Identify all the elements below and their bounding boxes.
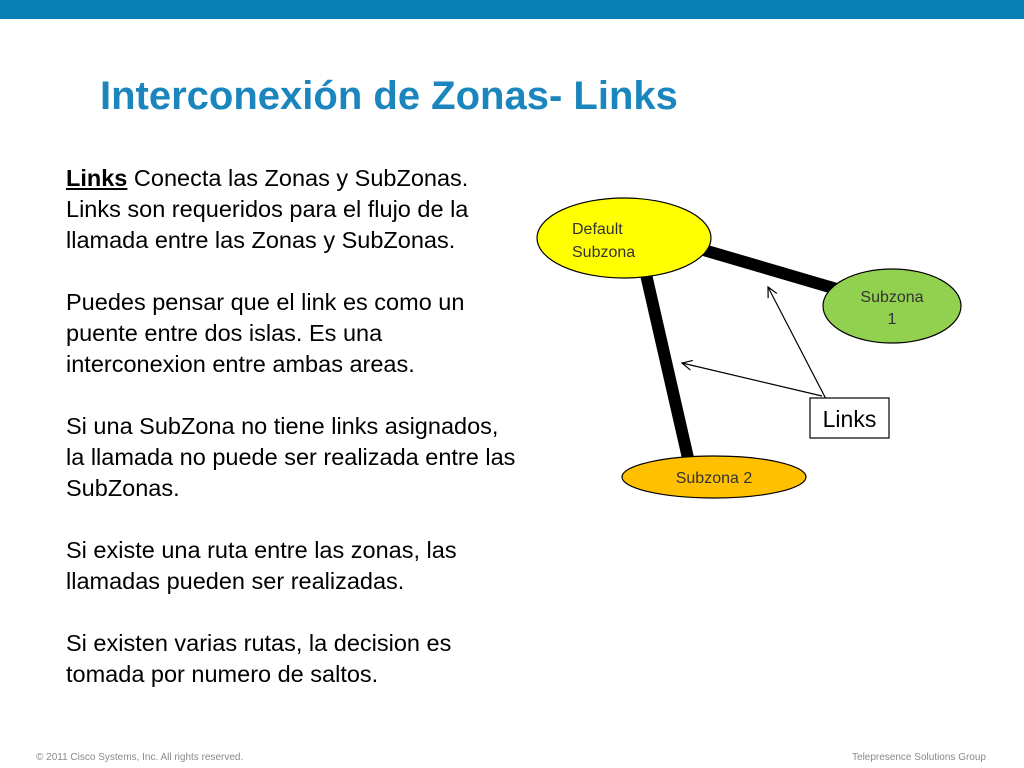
link-default-subzona1 <box>690 246 840 290</box>
node-subzona1-label-line1: Subzona <box>860 289 924 306</box>
node-subzona-1 <box>823 269 961 343</box>
paragraph-bridge: Puedes pensar que el link es como un puente entre dos islas. Es una interconexion entre ambas areas. <box>66 289 465 377</box>
paragraph-no-links: Si una SubZona no tiene links asignados, la llamada no puede ser realizada entre las SubZonas. <box>66 413 516 501</box>
node-default-label-line2: Subzona <box>572 244 636 261</box>
node-subzona1-label-line2: 1 <box>887 311 897 328</box>
node-default-subzona <box>537 198 711 278</box>
links-callout-label: Links <box>822 406 877 432</box>
top-banner <box>0 0 1024 19</box>
node-subzona-2 <box>622 456 806 498</box>
zone-link-diagram <box>520 180 1000 520</box>
slide-title: Interconexión de Zonas- Links <box>100 74 678 118</box>
body-text <box>66 163 516 690</box>
paragraph-links <box>66 163 516 256</box>
links-keyword: Links <box>66 165 128 191</box>
paragraph-route: Si existe una ruta entre las zonas, las llamadas pueden ser realizadas. <box>66 537 457 594</box>
footer-group: Telepresence Solutions Group <box>852 752 986 763</box>
links-callout <box>810 398 889 438</box>
footer-copyright: © 2011 Cisco Systems, Inc. All rights reserved. <box>36 752 244 763</box>
node-default-label-line1: Default <box>572 221 623 238</box>
arrow-to-link-1 <box>768 287 826 399</box>
paragraph-1-text: Conecta las Zonas y SubZonas. Links son requeridos para el flujo de la llamada entre las Zonas y SubZonas. <box>66 165 469 253</box>
arrow-to-link-2 <box>682 363 822 396</box>
link-default-subzona2 <box>645 270 688 458</box>
paragraph-multi-route: Si existen varias rutas, la decision es tomada por numero de saltos. <box>66 630 452 687</box>
node-subzona2-label: Subzona 2 <box>675 470 753 487</box>
